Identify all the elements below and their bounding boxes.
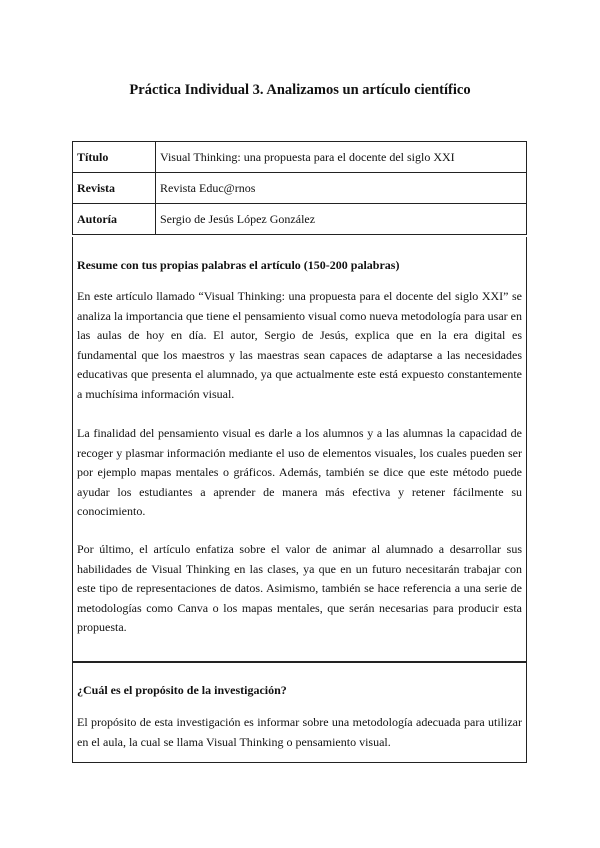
table-row — [73, 204, 527, 235]
article-info-table — [72, 141, 527, 235]
document-title: Práctica Individual 3. Analizamos un artículo científico — [129, 82, 471, 98]
purpose-section — [72, 662, 527, 763]
summary-paragraph-2: La finalidad del pensamiento visual es darle a los alumnos y a las alumnas la capacidad de recoger y plasmar información mediante el uso de elementos visuales, los cuales pueden ser por ejemplo mapas mentales o gráficos. Además, también se dice que este método puede ayudar los estudiantes a aprender de manera más efectiva y retener fácilmente su conocimiento. — [77, 426, 522, 518]
journal-value: Revista Educ@rnos — [156, 173, 527, 204]
title-value: Visual Thinking: una propuesta para el docente del siglo XXI — [156, 142, 527, 173]
summary-heading: Resume con tus propias palabras el artículo (150-200 palabras) — [77, 258, 400, 272]
summary-paragraph-1: En este artículo llamado “Visual Thinking: una propuesta para el docente del siglo XXI” se analiza la importancia que tiene el pensamiento visual como nueva metodología para usar en las aulas de hoy en día. El autor, Sergio de Jesús, explica que en la era digital es fundamental que los maestros y las maestras sean capaces de adaptarse a las necesidades educativas que presenta el alumnado, ya que actualmente este está expuesto constantemente a muchísima información visual. — [77, 289, 522, 401]
table-row — [73, 142, 527, 173]
author-label: Autoría — [73, 204, 156, 235]
author-value: Sergio de Jesús López González — [156, 204, 527, 235]
summary-paragraph-3: Por último, el artículo enfatiza sobre el valor de animar al alumnado a desarrollar sus habilidades de Visual Thinking en las clases, ya que en un futuro necesitarán trabajar con este tipo de representaciones de datos. Asimismo, también se hace referencia a una serie de metodologías como Canva o los mapas mentales, que serán necesarias para producir esta propuesta. — [77, 542, 522, 634]
purpose-heading: ¿Cuál es el propósito de la investigación? — [77, 683, 287, 697]
purpose-paragraph: El propósito de esta investigación es informar sobre una metodología adecuada para utilizar en el aula, la cual se llama Visual Thinking o pensamiento visual. — [77, 715, 522, 749]
table-row — [73, 173, 527, 204]
journal-label: Revista — [73, 173, 156, 204]
title-label: Título — [73, 142, 156, 173]
summary-section — [72, 237, 527, 662]
